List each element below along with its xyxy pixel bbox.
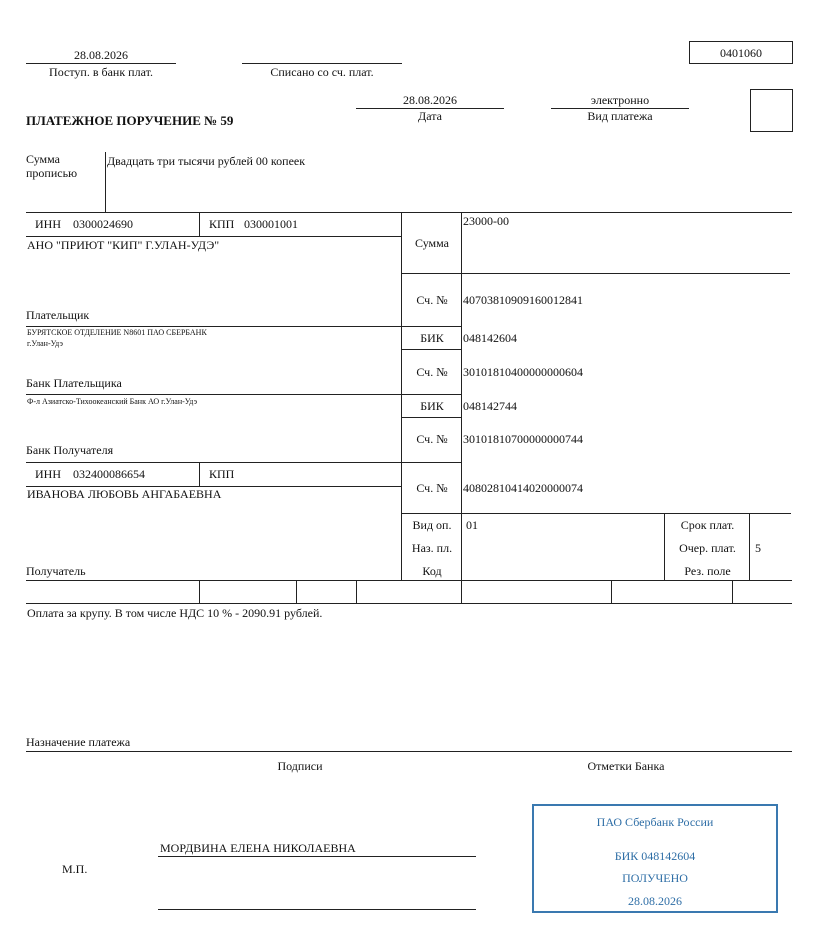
sum-value: 23000-00 xyxy=(463,214,509,228)
payer-account: 40703810909160012841 xyxy=(463,293,583,307)
bank-marks-label: Отметки Банка xyxy=(587,759,665,773)
grid-line-top xyxy=(26,212,792,213)
payer-bik: 048142604 xyxy=(463,331,517,345)
tax-vline-1 xyxy=(199,580,200,603)
signature-line-2 xyxy=(158,909,476,910)
op-type: 01 xyxy=(466,518,478,532)
due-label: Срок плат. xyxy=(680,518,735,532)
payee-name: ИВАНОВА ЛЮБОВЬ АНГАБАЕВНА xyxy=(27,487,222,501)
status-box xyxy=(750,89,793,132)
signatures-label: Подписи xyxy=(277,759,323,773)
purpose-code-label: Наз. пл. xyxy=(411,541,453,555)
order-date: 28.08.2026 xyxy=(403,93,457,107)
amount-words-value: Двадцать три тысячи рублей 00 копеек xyxy=(107,154,306,168)
bank-stamp xyxy=(532,804,778,913)
amount-words-divider xyxy=(105,152,106,212)
tax-row-bottom-line xyxy=(26,603,792,604)
debited-label: Списано со сч. плат. xyxy=(270,65,374,79)
stamp-bik: БИК 048142604 xyxy=(614,849,696,863)
received-date: 28.08.2026 xyxy=(74,48,128,62)
payer-bank-name-1: БУРЯТСКОЕ ОТДЕЛЕНИЕ N8601 ПАО СБЕРБАНК xyxy=(27,328,207,337)
debited-date-line xyxy=(242,63,402,64)
priority-value: 5 xyxy=(755,541,761,555)
payer-inn: 0300024690 xyxy=(73,217,133,231)
payer-name: АНО "ПРИЮТ "КИП" Г.УЛАН-УДЭ" xyxy=(27,238,220,252)
payer-inn-divider xyxy=(199,212,200,236)
amount-words-label-2: прописью xyxy=(26,166,78,180)
received-date-line xyxy=(26,63,176,64)
order-date-label: Дата xyxy=(418,109,442,123)
payer-bank-label: Банк Плательщика xyxy=(26,376,122,390)
signature-line-1 xyxy=(158,856,476,857)
stamp-place: М.П. xyxy=(62,862,88,876)
payer-bank-account: 30101810400000000604 xyxy=(463,365,583,379)
reserve-label: Рез. поле xyxy=(684,564,731,578)
payee-top-line xyxy=(26,462,461,463)
sum-label: Сумма xyxy=(415,236,449,250)
payee-inn: 032400086654 xyxy=(73,467,145,481)
purpose-line xyxy=(26,751,792,752)
code-label: Код xyxy=(422,564,442,578)
payer-bank-top-line xyxy=(26,326,461,327)
form-code: 0401060 xyxy=(720,46,762,60)
payment-type-label: Вид платежа xyxy=(587,109,653,123)
payee-bik: 048142744 xyxy=(463,399,517,413)
payee-bik-label: БИК xyxy=(420,399,444,413)
signer-name: МОРДВИНА ЕЛЕНА НИКОЛАЕВНА xyxy=(160,841,356,855)
payee-label: Получатель xyxy=(26,564,86,578)
payee-inn-divider xyxy=(199,462,200,486)
payee-bank-account: 30101810700000000744 xyxy=(463,432,583,446)
payer-bik-line xyxy=(401,349,461,350)
op-type-label: Вид оп. xyxy=(412,518,452,532)
tax-vline-3 xyxy=(356,580,357,603)
payer-bank-name-2: г.Улан-Удэ xyxy=(27,339,63,348)
amount-words-label-1: Сумма xyxy=(26,152,60,166)
payee-bank-account-label: Сч. № xyxy=(416,432,448,446)
order-title: ПЛАТЕЖНОЕ ПОРУЧЕНИЕ № 59 xyxy=(26,113,234,128)
stamp-status: ПОЛУЧЕНО xyxy=(622,871,688,885)
payer-account-label: Сч. № xyxy=(416,293,448,307)
payer-bank-account-label: Сч. № xyxy=(416,365,448,379)
payer-bik-label: БИК xyxy=(420,331,444,345)
payee-bank-label: Банк Получателя xyxy=(26,443,114,457)
tax-row-top-line xyxy=(26,580,792,581)
payee-bik-line xyxy=(401,417,461,418)
payee-bank-top-line xyxy=(26,394,461,395)
tax-vline-2 xyxy=(296,580,297,603)
codes-top-line xyxy=(401,513,791,514)
stamp-date: 28.08.2026 xyxy=(628,894,682,908)
payer-inn-line xyxy=(26,236,401,237)
tax-vline-5 xyxy=(732,580,733,603)
received-label: Поступ. в банк плат. xyxy=(49,65,153,79)
payment-type: электронно xyxy=(590,93,650,107)
payee-account: 40802810414020000074 xyxy=(463,481,583,495)
payee-inn-label: ИНН xyxy=(35,467,61,481)
payee-bank-name: Ф-л Азиатско-Тихоокеанский Банк АО г.Улан-Удэ xyxy=(27,397,198,406)
stamp-bank: ПАО Сбербанк России xyxy=(596,815,714,829)
payer-inn-label: ИНН xyxy=(35,217,61,231)
sum-line xyxy=(401,273,790,274)
payer-kpp: 030001001 xyxy=(244,217,298,231)
payer-kpp-label: КПП xyxy=(209,217,235,231)
payee-account-label: Сч. № xyxy=(416,481,448,495)
payer-label: Плательщик xyxy=(26,308,90,322)
tax-vline-4 xyxy=(611,580,612,603)
purpose-label: Назначение платежа xyxy=(26,735,131,749)
payee-kpp-label: КПП xyxy=(209,467,235,481)
purpose-text: Оплата за крупу. В том числе НДС 10 % - 2090.91 рублей. xyxy=(27,606,323,620)
priority-label: Очер. плат. xyxy=(679,541,736,555)
